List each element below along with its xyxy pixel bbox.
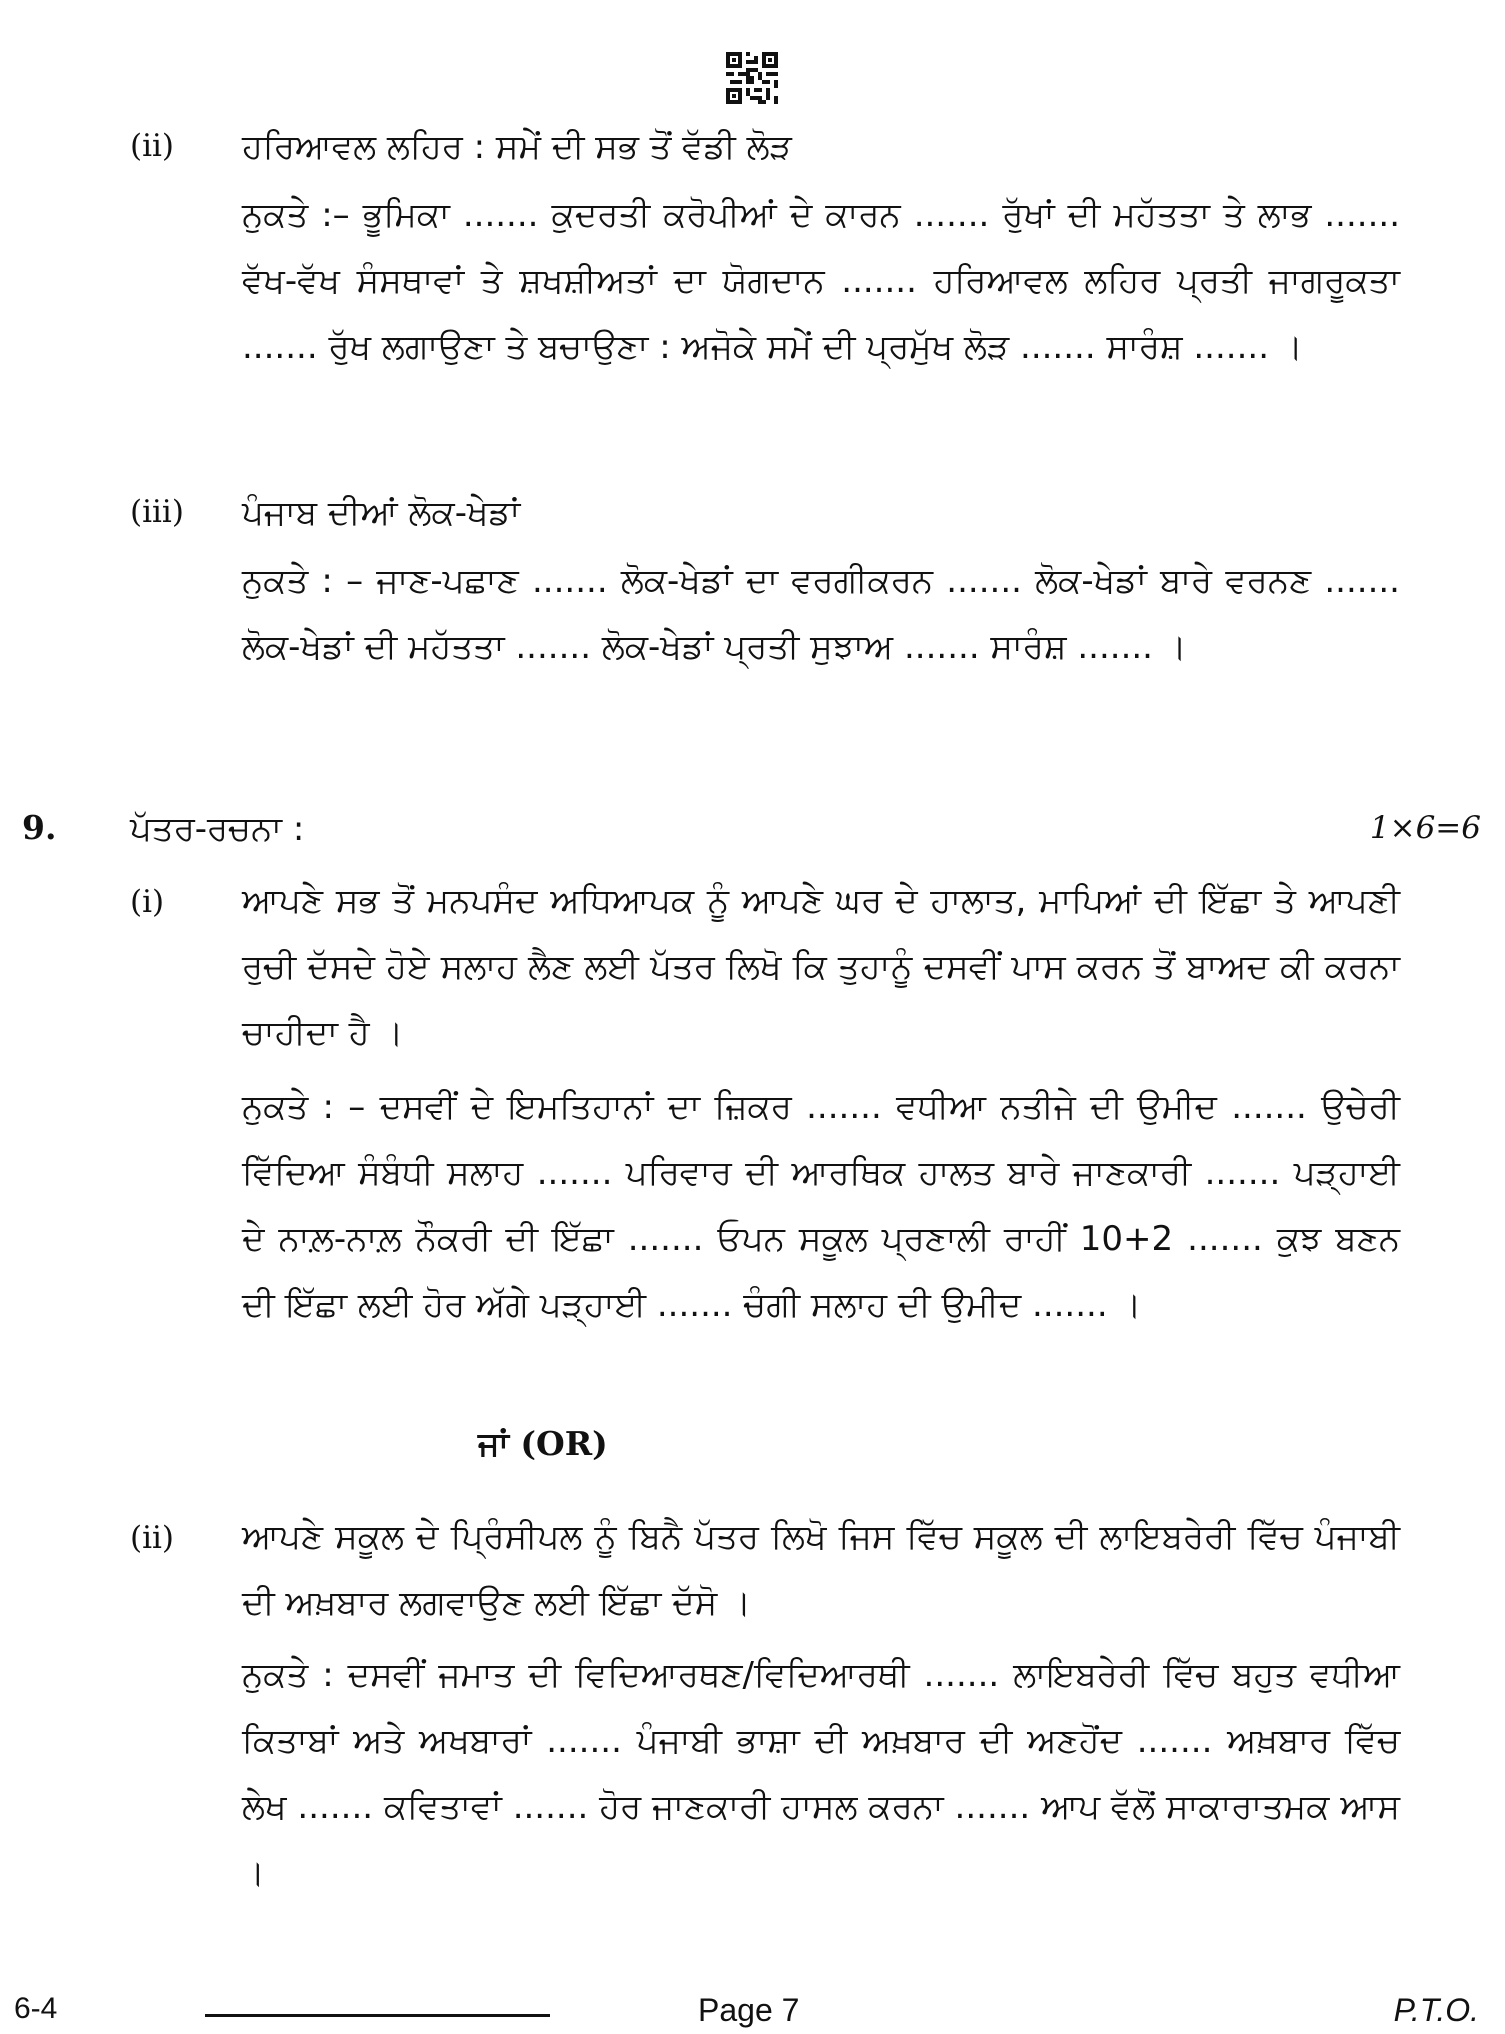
or-separator <box>478 1424 608 1464</box>
or-english: (OR) <box>520 1424 608 1463</box>
q9-marks: 1×6=6 <box>1369 810 1481 846</box>
footer-divider <box>205 2014 550 2017</box>
q8-iii-points: ਨੁਕਤੇ : – ਜਾਣ-ਪਛਾਣ ....... ਲੋਕ-ਖੇਡਾਂ ਦਾ ਵਰਗੀਕਰਨ ....... ਲੋਕ-ਖੇਡਾਂ ਬਾਰੇ ਵਰਨਣ ....... ਲੋਕ-ਖੇਡਾਂ ਦੀ ਮਹੱਤਤਾ ....... ਲੋਕ-ਖੇਡਾਂ ਪ੍ਰਤੀ ਸੁਝਾਅ ....... ਸਾਰੰਸ਼ ....... । <box>242 561 1400 667</box>
q8-iii-label: (iii) <box>130 494 184 530</box>
q9-i-points: ਨੁਕਤੇ : – ਦਸਵੀਂ ਦੇ ਇਮਤਿਹਾਨਾਂ ਦਾ ਜ਼ਿਕਰ ....... ਵਧੀਆ ਨਤੀਜੇ ਦੀ ਉਮੀਦ ....... ਉਚੇਰੀ ਵਿੱਦਿਆ ਸੰਬੰਧੀ ਸਲਾਹ ....... ਪਰਿਵਾਰ ਦੀ ਆਰਥਿਕ ਹਾਲਤ ਬਾਰੇ ਜਾਣਕਾਰੀ ....... ਪੜ੍ਹਾਈ ਦੇ ਨਾਲ਼-ਨਾਲ਼ ਨੌਕਰੀ ਦੀ ਇੱਛਾ ....... ਓਪਨ ਸਕੂਲ ਪ੍ਰਣਾਲੀ ਰਾਹੀਂ 10+2 ....... ਕੁਝ ਬਣਨ ਦੀ ਇੱਛਾ ਲਈ ਹੋਰ ਅੱਗੇ ਪੜ੍ਹਾਈ ....... ਚੰਗੀ ਸਲਾਹ ਦੀ ਉਮੀਦ ....... । <box>242 1087 1400 1325</box>
footer-paper-code: 6-4 <box>14 1992 58 2025</box>
q8-ii-points: ਨੁਕਤੇ :– ਭੂਮਿਕਾ ....... ਕੁਦਰਤੀ ਕਰੋਪੀਆਂ ਦੇ ਕਾਰਨ ....... ਰੁੱਖਾਂ ਦੀ ਮਹੱਤਤਾ ਤੇ ਲਾਭ ....... ਵੱਖ-ਵੱਖ ਸੰਸਥਾਵਾਂ ਤੇ ਸ਼ਖਸ਼ੀਅਤਾਂ ਦਾ ਯੋਗਦਾਨ ....... ਹਰਿਆਵਲ ਲਹਿਰ ਪ੍ਰਤੀ ਜਾਗਰੂਕਤਾ ....... ਰੁੱਖ ਲਗਾਉਣਾ ਤੇ ਬਚਾਉਣਾ : ਅਜੋਕੇ ਸਮੇਂ ਦੀ ਪ੍ਰਮੁੱਖ ਲੋੜ ....... ਸਾਰੰਸ਼ ....... । <box>242 195 1400 367</box>
q9-ii-points: ਨੁਕਤੇ : ਦਸਵੀਂ ਜਮਾਤ ਦੀ ਵਿਦਿਆਰਥਣ/ਵਿਦਿਆਰਥੀ ....... ਲਾਇਬਰੇਰੀ ਵਿੱਚ ਬਹੁਤ ਵਧੀਆ ਕਿਤਾਬਾਂ ਅਤੇ ਅਖਬਾਰਾਂ ....... ਪੰਜਾਬੀ ਭਾਸ਼ਾ ਦੀ ਅਖ਼ਬਾਰ ਦੀ ਅਣਹੋਂਦ ....... ਅਖ਼ਬਾਰ ਵਿੱਚ ਲੇਖ ....... ਕਵਿਤਾਵਾਂ ....... ਹੋਰ ਜਾਣਕਾਰੀ ਹਾਸਲ ਕਰਨਾ ....... ਆਪ ਵੱਲੋਂ ਸਾਕਾਰਾਤਮਕ ਆਸ । <box>242 1655 1400 1893</box>
footer-pto: P.T.O. <box>1393 1992 1479 2028</box>
q9-i-label: (i) <box>130 884 165 920</box>
q9-heading: ਪੱਤਰ-ਰਚਨਾ : <box>130 809 305 849</box>
q9-ii-question: ਆਪਣੇ ਸਕੂਲ ਦੇ ਪ੍ਰਿੰਸੀਪਲ ਨੂੰ ਬਿਨੈ ਪੱਤਰ ਲਿਖੋ ਜਿਸ ਵਿੱਚ ਸਕੂਲ ਦੀ ਲਾਇਬਰੇਰੀ ਵਿੱਚ ਪੰਜਾਬੀ ਦੀ ਅਖ਼ਬਾਰ ਲਗਵਾਉਣ ਲਈ ਇੱਛਾ ਦੱਸੋ । <box>242 1517 1400 1623</box>
q9-number: 9. <box>22 808 57 847</box>
q8-ii-title: ਹਰਿਆਵਲ ਲਹਿਰ : ਸਮੇਂ ਦੀ ਸਭ ਤੋਂ ਵੱਡੀ ਲੋੜ <box>242 127 792 167</box>
footer-page-number: Page 7 <box>698 1992 800 2028</box>
q8-ii-label: (ii) <box>130 128 175 164</box>
or-punjabi: ਜਾਂ <box>478 1424 509 1463</box>
q9-i-question: ਆਪਣੇ ਸਭ ਤੋਂ ਮਨਪਸੰਦ ਅਧਿਆਪਕ ਨੂੰ ਆਪਣੇ ਘਰ ਦੇ ਹਾਲਾਤ, ਮਾਪਿਆਂ ਦੀ ਇੱਛਾ ਤੇ ਆਪਣੀ ਰੁਚੀ ਦੱਸਦੇ ਹੋਏ ਸਲਾਹ ਲੈਣ ਲਈ ਪੱਤਰ ਲਿਖੋ ਕਿ ਤੁਹਾਨੂੰ ਦਸਵੀਂ ਪਾਸ ਕਰਨ ਤੋਂ ਬਾਅਦ ਕੀ ਕਰਨਾ ਚਾਹੀਦਾ ਹੈ । <box>242 881 1400 1053</box>
q8-iii-title: ਪੰਜਾਬ ਦੀਆਂ ਲੋਕ-ਖੇਡਾਂ <box>242 493 521 533</box>
qr-code-icon <box>726 52 778 104</box>
q9-ii-label: (ii) <box>130 1520 175 1556</box>
